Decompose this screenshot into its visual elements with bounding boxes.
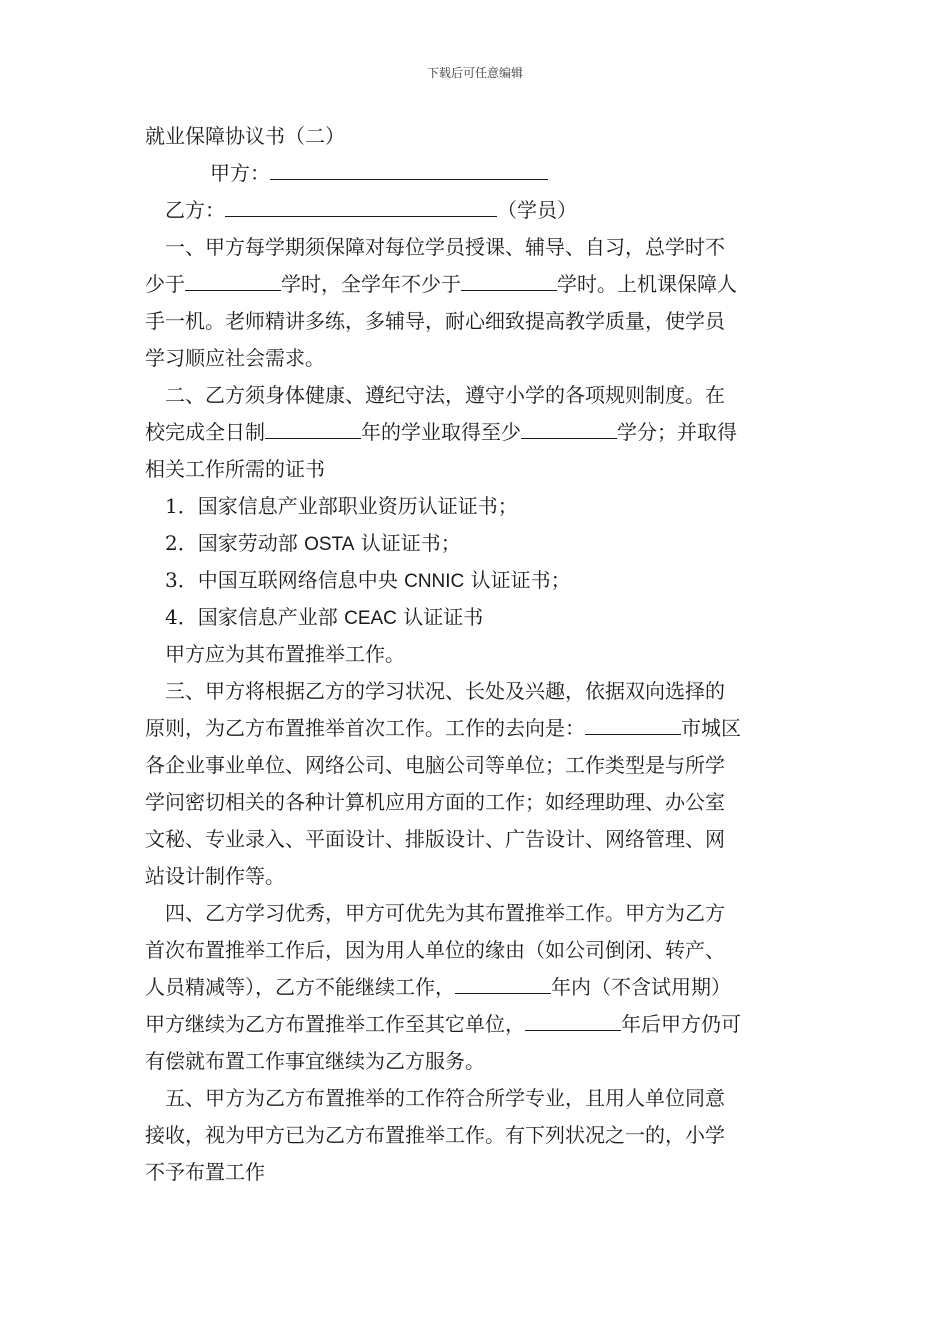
text-span: 国家劳动部: [197, 531, 305, 555]
document-title: 就业保障协议书（二）: [145, 124, 345, 148]
section-2-line-3: 相关工作所需的证书: [145, 457, 325, 481]
text-span: 认证证书；: [464, 568, 571, 592]
section-4-line-5: 有偿就布置工作事宜继续为乙方服务。: [145, 1049, 485, 1073]
text-span: 原则，为乙方布置推举首次工作。工作的去向是：: [145, 716, 585, 740]
text-span: 市城区: [681, 716, 741, 740]
text-span: 年的学业取得至少: [361, 420, 521, 444]
section-3-line-5: 文秘、专业录入、平面设计、排版设计、广告设计、网络管理、网: [145, 827, 725, 851]
years-within-blank[interactable]: [455, 969, 551, 994]
section-1-line-2: [145, 266, 810, 303]
document-body: [145, 118, 810, 1191]
party-a-line: [145, 155, 810, 192]
text-span: 甲方继续为乙方布置推举工作至其它单位，: [145, 1012, 525, 1036]
section-4-line-1: 四、乙方学习优秀，甲方可优先为其布置推举工作。甲方为乙方: [165, 901, 725, 925]
section-2-line-1: 二、乙方须身体健康、遵纪守法，遵守小学的各项规则制度。在: [165, 383, 725, 407]
text-span: 学时。上机课保障人: [557, 272, 737, 296]
section-3-line-4: 学问密切相关的各种计算机应用方面的工作；如经理助理、办公室: [145, 790, 725, 814]
list-number: 3．: [165, 568, 198, 592]
party-a-blank[interactable]: [270, 155, 548, 180]
party-a-label: 甲方：: [210, 161, 270, 185]
text-span: 人员精减等），乙方不能继续工作，: [145, 975, 455, 999]
text-span: 学分；并取得: [617, 420, 737, 444]
text-span: 年后甲方仍可: [621, 1012, 741, 1036]
credits-blank[interactable]: [521, 414, 617, 439]
hours-per-term-blank[interactable]: [185, 266, 281, 291]
page-header: 下载后可任意编辑: [426, 66, 523, 80]
list-number: 1．: [165, 494, 198, 518]
section-2-end: 甲方应为其布置推举工作。: [165, 642, 405, 666]
text-span: 认证证书；: [354, 531, 461, 555]
hours-per-year-blank[interactable]: [461, 266, 557, 291]
text-span: 国家信息产业部职业资历认证证书；: [197, 494, 518, 518]
party-b-label: 乙方：: [165, 198, 225, 222]
cert-item-3: [145, 562, 810, 599]
city-blank[interactable]: [585, 710, 681, 735]
list-number: 4．: [165, 605, 198, 629]
text-span: 中国互联网络信息中央: [197, 568, 405, 592]
section-4-line-3: [145, 969, 810, 1006]
cert-acronym: CNNIC: [404, 571, 465, 592]
party-b-note: （学员）: [497, 198, 577, 222]
text-span: 少于: [145, 272, 185, 296]
cert-acronym: CEAC: [344, 608, 397, 629]
section-1-line-1: 一、甲方每学期须保障对每位学员授课、辅导、自习，总学时不: [165, 235, 725, 259]
cert-acronym: OSTA: [304, 534, 355, 555]
text-span: 国家信息产业部: [197, 605, 345, 629]
section-5-line-1: 五、甲方为乙方布置推举的工作符合所学专业，且用人单位同意: [165, 1086, 725, 1110]
section-4-line-2: 首次布置推举工作后，因为用人单位的缘由（如公司倒闭、转产、: [145, 938, 725, 962]
party-b-line: [145, 192, 810, 229]
text-span: 年内（不含试用期）: [551, 975, 731, 999]
section-3-line-2: [145, 710, 810, 747]
section-3-line-1: 三、甲方将根据乙方的学习状况、长处及兴趣，依据双向选择的: [165, 679, 725, 703]
section-5-line-3: 不予布置工作: [145, 1160, 265, 1184]
section-4-line-4: [145, 1006, 810, 1043]
section-2-line-2: [145, 414, 810, 451]
section-1-line-3: 手一机。老师精讲多练，多辅导，耐心细致提高教学质量，使学员: [145, 309, 725, 333]
years-blank[interactable]: [265, 414, 361, 439]
party-b-blank[interactable]: [225, 192, 497, 217]
list-number: 2．: [165, 531, 198, 555]
years-after-blank[interactable]: [525, 1006, 621, 1031]
cert-item-1: [145, 488, 810, 525]
text-span: 校完成全日制: [145, 420, 265, 444]
text-span: 学时，全学年不少于: [281, 272, 461, 296]
section-1-line-4: 学习顺应社会需求。: [145, 346, 325, 370]
text-span: 认证证书: [396, 605, 484, 629]
section-3-line-6: 站设计制作等。: [145, 864, 285, 888]
section-3-line-3: 各企业事业单位、网络公司、电脑公司等单位；工作类型是与所学: [145, 753, 725, 777]
cert-item-2: [145, 525, 810, 562]
section-5-line-2: 接收，视为甲方已为乙方布置推举工作。有下列状况之一的，小学: [145, 1123, 725, 1147]
cert-item-4: [145, 599, 810, 636]
